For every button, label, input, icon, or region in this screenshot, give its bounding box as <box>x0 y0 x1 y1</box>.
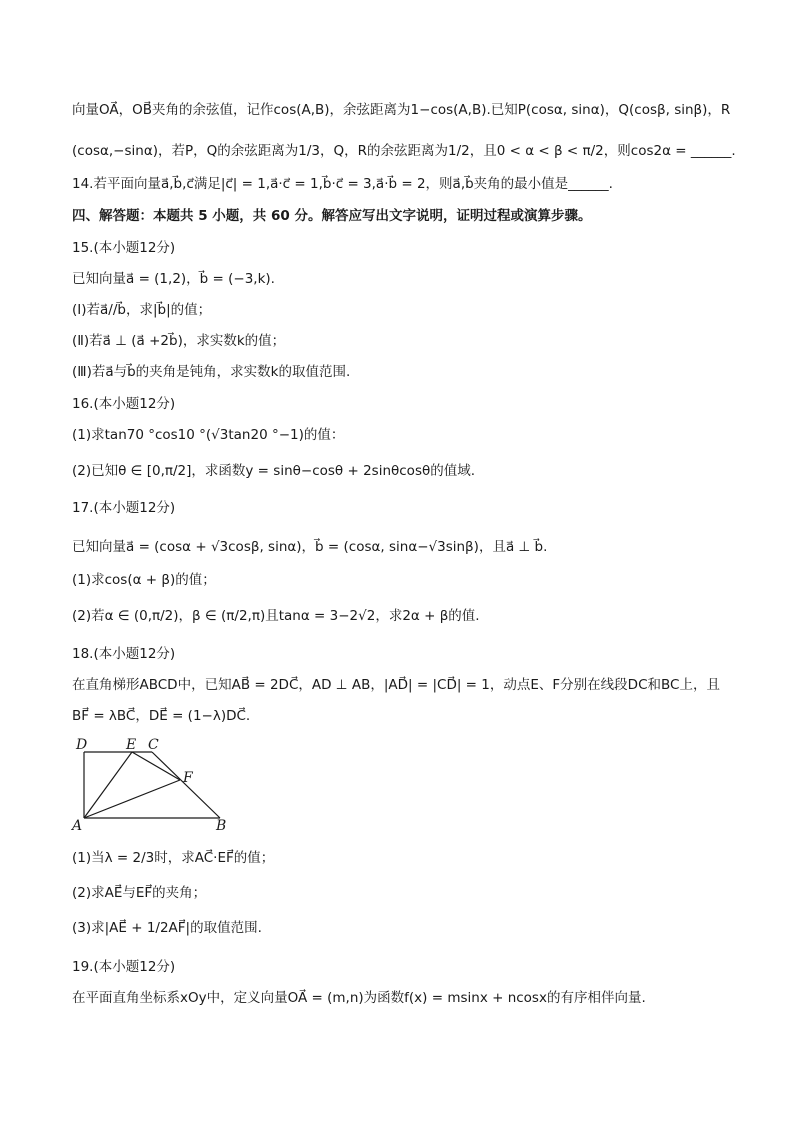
text-line: (2)已知θ ∈ [0,π/2]，求函数y = sinθ−cosθ + 2sinθcosθ的值域. <box>72 463 476 479</box>
label-C: C <box>148 737 159 753</box>
text-line: (Ⅱ)若a⃗ ⊥ (a⃗ +2b⃗)，求实数k的值； <box>72 333 286 349</box>
label-F: F <box>183 770 193 786</box>
question-17-header: 17.(本小题12分) <box>72 500 176 516</box>
text-line: (1)求tan70 °cos10 °(√3tan20 °−1)的值： <box>72 427 345 443</box>
text-line: 在直角梯形ABCD中，已知AB⃗ = 2DC⃗，AD ⊥ AB，|AD⃗| = |CD⃗| = 1，动点E、F分别在线段DC和BC上，且 <box>72 677 720 693</box>
text-line: (1)求cos(α + β)的值； <box>72 572 216 588</box>
text-line: (Ⅲ)若a⃗与b⃗的夹角是钝角，求实数k的取值范围. <box>72 364 351 380</box>
label-E: E <box>126 737 137 753</box>
label-A: A <box>72 818 83 834</box>
text-line: (2)若α ∈ (0,π/2)，β ∈ (π/2,π)且tanα = 3−2√2，求2α + β的值. <box>72 608 480 624</box>
question-19-header: 19.(本小题12分) <box>72 959 176 975</box>
text-line: 已知向量a⃗ = (cosα + √3cosβ, sinα)，b⃗ = (cosα, sinα−√3sinβ)，且a⃗ ⊥ b⃗. <box>72 539 548 555</box>
text-line: 在平面直角坐标系xOy中，定义向量OA⃗ = (m,n)为函数f(x) = msinx + ncosx的有序相伴向量. <box>72 990 646 1006</box>
question-16-header: 16.(本小题12分) <box>72 396 176 412</box>
question-15-header: 15.(本小题12分) <box>72 240 176 256</box>
label-B: B <box>216 818 227 834</box>
question-14: 14.若平面向量a⃗,b⃗,c⃗满足|c⃗| = 1,a⃗·c⃗ = 1,b⃗·c⃗ = 3,a⃗·b⃗ = 2，则a⃗,b⃗夹角的最小值是______. <box>72 176 613 192</box>
text-line: BF⃗ = λBC⃗，DE⃗ = (1−λ)DC⃗. <box>72 708 251 724</box>
text-line: (cosα,−sinα)，若P，Q的余弦距离为1/3，Q，R的余弦距离为1/2，且0 < α < β < π/2，则cos2α = ______. <box>72 143 736 159</box>
text-line: (Ⅰ)若a⃗//b⃗，求|b⃗|的值； <box>72 302 212 318</box>
text-line: 已知向量a⃗ = (1,2)，b⃗ = (−3,k). <box>72 271 275 287</box>
trapezoid-figure <box>70 734 240 834</box>
text-line: (3)求|AE⃗ + 1/2AF⃗|的取值范围. <box>72 920 262 936</box>
question-18-header: 18.(本小题12分) <box>72 646 176 662</box>
section-heading: 四、解答题：本题共 5 小题，共 60 分。解答应写出文字说明，证明过程或演算步骤。 <box>72 208 592 224</box>
label-D: D <box>76 737 88 753</box>
text-line: (2)求AE⃗与EF⃗的夹角； <box>72 885 207 901</box>
text-line: 向量OA⃗，OB⃗夹角的余弦值，记作cos(A,B)，余弦距离为1−cos(A,B).已知P(cosα, sinα)，Q(cosβ, sinβ)，R <box>72 102 731 118</box>
text-line: (1)当λ = 2/3时，求AC⃗·EF⃗的值； <box>72 850 275 866</box>
